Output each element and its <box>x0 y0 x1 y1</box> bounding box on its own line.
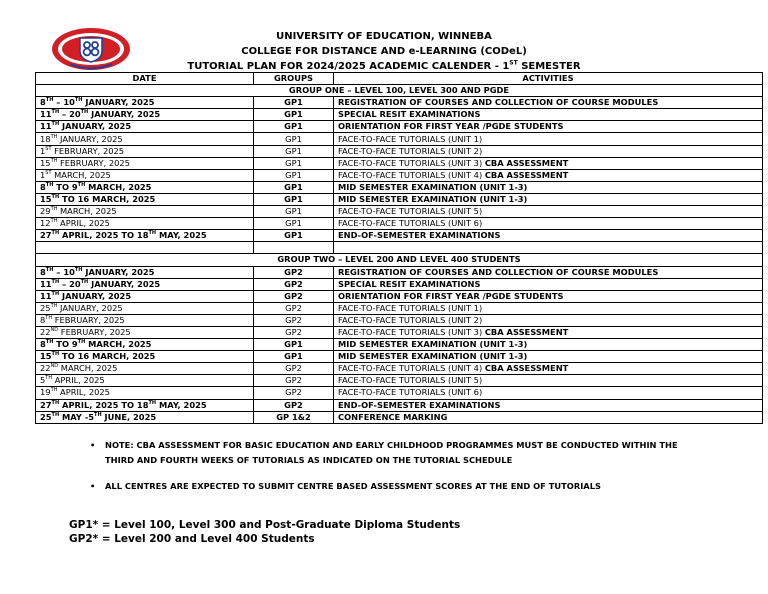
group-cell: GP1 <box>254 339 334 351</box>
date-cell: 12TH APRIL, 2025 <box>36 218 254 230</box>
table-row <box>36 181 763 193</box>
date-cell: 15TH FEBRUARY, 2025 <box>36 157 254 169</box>
activity-cell: FACE-TO-FACE TUTORIALS (UNIT 1) <box>334 302 763 314</box>
activity-cell: SPECIAL RESIT EXAMINATIONS <box>334 109 763 121</box>
table-row <box>36 387 763 399</box>
date-cell: 22ND FEBRUARY, 2025 <box>36 326 254 338</box>
legend-gp1: GP1* = Level 100, Level 300 and Post-Graduate Diploma Students <box>69 519 461 531</box>
activity-cell: ORIENTATION FOR FIRST YEAR /PGDE STUDENTS <box>334 121 763 133</box>
activity-cell: END-OF-SEMESTER EXAMINATIONS <box>334 399 763 411</box>
college-name: COLLEGE FOR DISTANCE AND e-LEARNING (CODeL) <box>241 46 527 57</box>
group-cell: GP1 <box>254 109 334 121</box>
university-name: UNIVERSITY OF EDUCATION, WINNEBA <box>276 31 492 42</box>
group-cell: GP2 <box>254 278 334 290</box>
date-cell: 15TH TO 16 MARCH, 2025 <box>36 351 254 363</box>
group-cell: GP1 <box>254 351 334 363</box>
empty-cell <box>334 242 763 254</box>
date-cell: 8TH FEBRUARY, 2025 <box>36 314 254 326</box>
table-row <box>36 399 763 411</box>
section-header-row <box>36 254 763 266</box>
activity-cell: REGISTRATION OF COURSES AND COLLECTION OF COURSE MODULES <box>334 97 763 109</box>
cba-assessment-tag: CBA ASSESSMENT <box>484 157 569 168</box>
table-row <box>36 278 763 290</box>
table-row <box>36 290 763 302</box>
activity-cell: MID SEMESTER EXAMINATION (UNIT 1-3) <box>334 351 763 363</box>
group-cell: GP2 <box>254 387 334 399</box>
date-cell: 29TH MARCH, 2025 <box>36 206 254 218</box>
group-cell: GP1 <box>254 181 334 193</box>
activity-cell: FACE-TO-FACE TUTORIALS (UNIT 5) <box>334 206 763 218</box>
date-cell: 1ST MARCH, 2025 <box>36 169 254 181</box>
date-cell: 22ND MARCH, 2025 <box>36 363 254 375</box>
group-cell: GP2 <box>254 302 334 314</box>
group-cell: GP1 <box>254 193 334 205</box>
empty-cell <box>254 242 334 254</box>
legend-gp2: GP2* = Level 200 and Level 400 Students <box>69 533 315 545</box>
table-row <box>36 326 763 338</box>
group-cell: GP2 <box>254 399 334 411</box>
group-cell: GP2 <box>254 266 334 278</box>
group-cell: GP1 <box>254 218 334 230</box>
activity-cell: FACE-TO-FACE TUTORIALS (UNIT 2) <box>334 145 763 157</box>
date-cell: 11TH – 20TH JANUARY, 2025 <box>36 109 254 121</box>
activity-cell: MID SEMESTER EXAMINATION (UNIT 1-3) <box>334 193 763 205</box>
group-cell: GP1 <box>254 133 334 145</box>
date-cell: 8TH – 10TH JANUARY, 2025 <box>36 266 254 278</box>
table-row <box>36 351 763 363</box>
date-cell: 27TH APRIL, 2025 TO 18TH MAY, 2025 <box>36 399 254 411</box>
activity-cell: FACE-TO-FACE TUTORIALS (UNIT 4) CBA ASSESSMENT <box>334 363 763 375</box>
date-cell: 11TH – 20TH JANUARY, 2025 <box>36 278 254 290</box>
table-header-row <box>36 73 763 85</box>
activity-cell: ORIENTATION FOR FIRST YEAR /PGDE STUDENTS <box>334 290 763 302</box>
activity-cell: FACE-TO-FACE TUTORIALS (UNIT 5) <box>334 375 763 387</box>
activity-cell: FACE-TO-FACE TUTORIALS (UNIT 6) <box>334 218 763 230</box>
date-cell: 18TH JANUARY, 2025 <box>36 133 254 145</box>
group-cell: GP1 <box>254 145 334 157</box>
group-cell: GP2 <box>254 326 334 338</box>
section-title: GROUP TWO – LEVEL 200 AND LEVEL 400 STUDENTS <box>36 254 763 266</box>
date-cell: 8TH TO 9TH MARCH, 2025 <box>36 339 254 351</box>
date-cell: 1ST FEBRUARY, 2025 <box>36 145 254 157</box>
group-cell: GP1 <box>254 206 334 218</box>
group-cell: GP2 <box>254 375 334 387</box>
empty-cell <box>36 242 254 254</box>
bullet-icon: • <box>90 440 96 450</box>
date-cell: 5TH APRIL, 2025 <box>36 375 254 387</box>
date-cell: 25TH JANUARY, 2025 <box>36 302 254 314</box>
group-cell: GP 1&2 <box>254 411 334 423</box>
bullet-icon: • <box>90 481 96 491</box>
table-row <box>36 193 763 205</box>
table-row <box>36 109 763 121</box>
section-title: GROUP ONE – LEVEL 100, LEVEL 300 AND PGDE <box>36 85 763 97</box>
activity-cell: FACE-TO-FACE TUTORIALS (UNIT 3) CBA ASSESSMENT <box>334 157 763 169</box>
table-row <box>36 302 763 314</box>
table-body <box>36 85 763 424</box>
date-cell: 19TH APRIL, 2025 <box>36 387 254 399</box>
table-row <box>36 339 763 351</box>
table-row <box>36 133 763 145</box>
group-cell: GP1 <box>254 121 334 133</box>
group-cell: GP2 <box>254 290 334 302</box>
table-row <box>36 121 763 133</box>
date-cell: 25TH MAY -5TH JUNE, 2025 <box>36 411 254 423</box>
table-row <box>36 266 763 278</box>
activity-cell: MID SEMESTER EXAMINATION (UNIT 1-3) <box>334 181 763 193</box>
date-cell: 11TH JANUARY, 2025 <box>36 121 254 133</box>
table-row <box>36 206 763 218</box>
plan-title: TUTORIAL PLAN FOR 2024/2025 ACADEMIC CALENDER - 1ST SEMESTER <box>187 59 581 72</box>
column-header-date: DATE <box>36 73 254 85</box>
activity-cell: CONFERENCE MARKING <box>334 411 763 423</box>
group-cell: GP1 <box>254 157 334 169</box>
tutorial-plan-table <box>35 72 763 424</box>
activity-cell: MID SEMESTER EXAMINATION (UNIT 1-3) <box>334 339 763 351</box>
group-cell: GP1 <box>254 169 334 181</box>
date-cell: 8TH TO 9TH MARCH, 2025 <box>36 181 254 193</box>
table-row <box>36 218 763 230</box>
activity-cell: REGISTRATION OF COURSES AND COLLECTION OF COURSE MODULES <box>334 266 763 278</box>
date-cell: 8TH – 10TH JANUARY, 2025 <box>36 97 254 109</box>
document-header <box>0 29 768 74</box>
group-cell: GP2 <box>254 314 334 326</box>
cba-assessment-tag: CBA ASSESSMENT <box>484 363 569 374</box>
table-row <box>36 157 763 169</box>
cba-assessment-tag: CBA ASSESSMENT <box>484 169 569 180</box>
group-cell: GP2 <box>254 363 334 375</box>
group-cell: GP1 <box>254 97 334 109</box>
section-header-row <box>36 85 763 97</box>
table-row <box>36 314 763 326</box>
spacer-row <box>36 242 763 254</box>
table-row <box>36 411 763 423</box>
activity-cell: END-OF-SEMESTER EXAMINATIONS <box>334 230 763 242</box>
activity-cell: FACE-TO-FACE TUTORIALS (UNIT 6) <box>334 387 763 399</box>
table-row <box>36 145 763 157</box>
column-header-groups: GROUPS <box>254 73 334 85</box>
table-row <box>36 363 763 375</box>
group-cell: GP1 <box>254 230 334 242</box>
activity-cell: FACE-TO-FACE TUTORIALS (UNIT 1) <box>334 133 763 145</box>
date-cell: 27TH APRIL, 2025 TO 18TH MAY, 2025 <box>36 230 254 242</box>
table-row <box>36 375 763 387</box>
activity-cell: SPECIAL RESIT EXAMINATIONS <box>334 278 763 290</box>
activity-cell: FACE-TO-FACE TUTORIALS (UNIT 4) CBA ASSESSMENT <box>334 169 763 181</box>
date-cell: 15TH TO 16 MARCH, 2025 <box>36 193 254 205</box>
table-row <box>36 169 763 181</box>
activity-cell: FACE-TO-FACE TUTORIALS (UNIT 2) <box>334 314 763 326</box>
table-row <box>36 97 763 109</box>
cba-assessment-tag: CBA ASSESSMENT <box>484 327 569 338</box>
activity-cell: FACE-TO-FACE TUTORIALS (UNIT 3) CBA ASSESSMENT <box>334 326 763 338</box>
column-header-activities: ACTIVITIES <box>334 73 763 85</box>
date-cell: 11TH JANUARY, 2025 <box>36 290 254 302</box>
table-row <box>36 230 763 242</box>
